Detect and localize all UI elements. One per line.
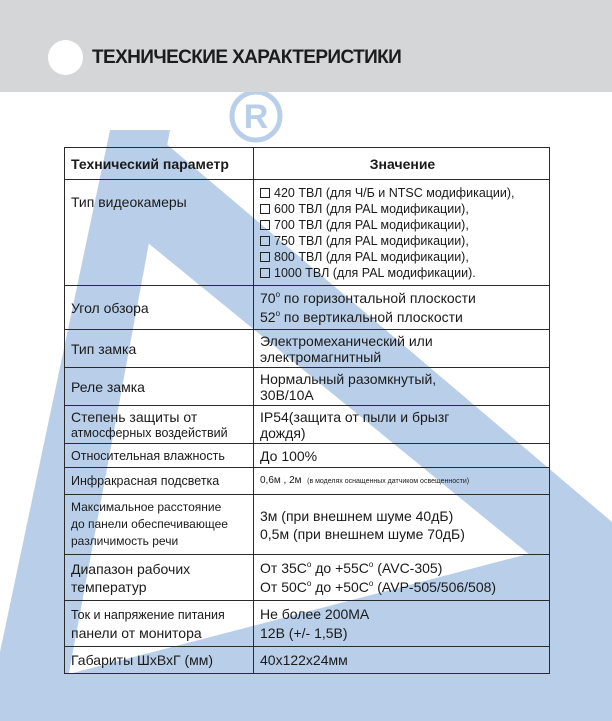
camera-option: 750 ТВЛ (для PAL модификации), <box>260 233 545 249</box>
value-lock-relay: Нормальный разомкнутый, 30В/10А <box>254 368 550 406</box>
header-value: Значение <box>254 148 550 180</box>
header-circle-icon <box>48 40 83 75</box>
param-humidity: Относительная влажность <box>65 444 254 468</box>
checkbox-icon <box>260 188 270 198</box>
checkbox-icon <box>260 268 270 278</box>
header-band <box>0 0 612 92</box>
value-camera-type <box>254 180 550 286</box>
table-row-protection <box>65 406 550 444</box>
value-view-angle: 70$^o$ по горизонтальной плоскости 52$^o$ по вертикальной плоскости <box>254 286 550 330</box>
camera-option: 800 ТВЛ (для PAL модификации), <box>260 249 545 265</box>
param-temperature: Диапазон рабочих температур <box>65 555 254 601</box>
param-distance: Максимальное расстояние до панели обеспечивающее различимость речи <box>65 495 254 555</box>
value-humidity: До 100% <box>254 444 550 468</box>
checkbox-icon <box>260 236 270 246</box>
camera-option: 1000 ТВЛ (для PAL модификации). <box>260 265 545 281</box>
checkbox-icon <box>260 220 270 230</box>
table-row-distance <box>65 495 550 555</box>
value-temperature: От $35С^о$ до $+55С^о$ (AVC-305) От $50С^о$ до $+50С^о$ (AVP-505/506/508) <box>254 555 550 601</box>
table-row-temperature <box>65 555 550 601</box>
param-ir: Инфракрасная подсветка <box>65 468 254 495</box>
param-lock-relay: Реле замка <box>65 368 254 406</box>
table-row-camera-type <box>65 180 550 286</box>
param-protection: Степень защиты от атмосферных воздействий <box>65 406 254 444</box>
specs-table <box>64 147 550 674</box>
registered-mark-icon: R <box>243 98 269 136</box>
param-power: Ток и напряжение питания панели от монитора <box>65 601 254 647</box>
camera-option: 700 ТВЛ (для PAL модификации), <box>260 217 545 233</box>
value-dimensions: 40х122х24мм <box>254 647 550 674</box>
page-title: ТЕХНИЧЕСКИЕ ХАРАКТЕРИСТИКИ <box>92 47 402 68</box>
table-row-view-angle <box>65 286 550 330</box>
value-ir: 0,6м , 2м (в моделях оснащенных датчиком освещенности) <box>254 468 550 495</box>
camera-option: 420 ТВЛ (для Ч/Б и NTSC модификации), <box>260 185 545 201</box>
table-row-lock-type <box>65 330 550 368</box>
checkbox-icon <box>260 204 270 214</box>
param-lock-type: Тип замка <box>65 330 254 368</box>
param-view-angle: Угол обзора <box>65 286 254 330</box>
param-camera-type: Тип видеокамеры <box>65 180 254 286</box>
table-row-dimensions <box>65 647 550 674</box>
table-header-row <box>65 148 550 180</box>
table-row-humidity <box>65 444 550 468</box>
camera-option: 600 ТВЛ (для PAL модификации), <box>260 201 545 217</box>
table-row-ir <box>65 468 550 495</box>
table-row-lock-relay <box>65 368 550 406</box>
value-protection: IP54(защита от пыли и брызг дождя) <box>254 406 550 444</box>
specs-table-wrapper <box>64 147 550 674</box>
table-row-power <box>65 601 550 647</box>
value-distance: 3м (при внешнем шуме 40дБ) 0,5м (при внешнем шуме 70дБ) <box>254 495 550 555</box>
checkbox-icon <box>260 252 270 262</box>
header-param: Технический параметр <box>65 148 254 180</box>
param-dimensions: Габариты ШхВхГ (мм) <box>65 647 254 674</box>
value-lock-type: Электромеханический или электромагнитный <box>254 330 550 368</box>
value-power: Не более 200МА 12В (+/- 1,5В) <box>254 601 550 647</box>
